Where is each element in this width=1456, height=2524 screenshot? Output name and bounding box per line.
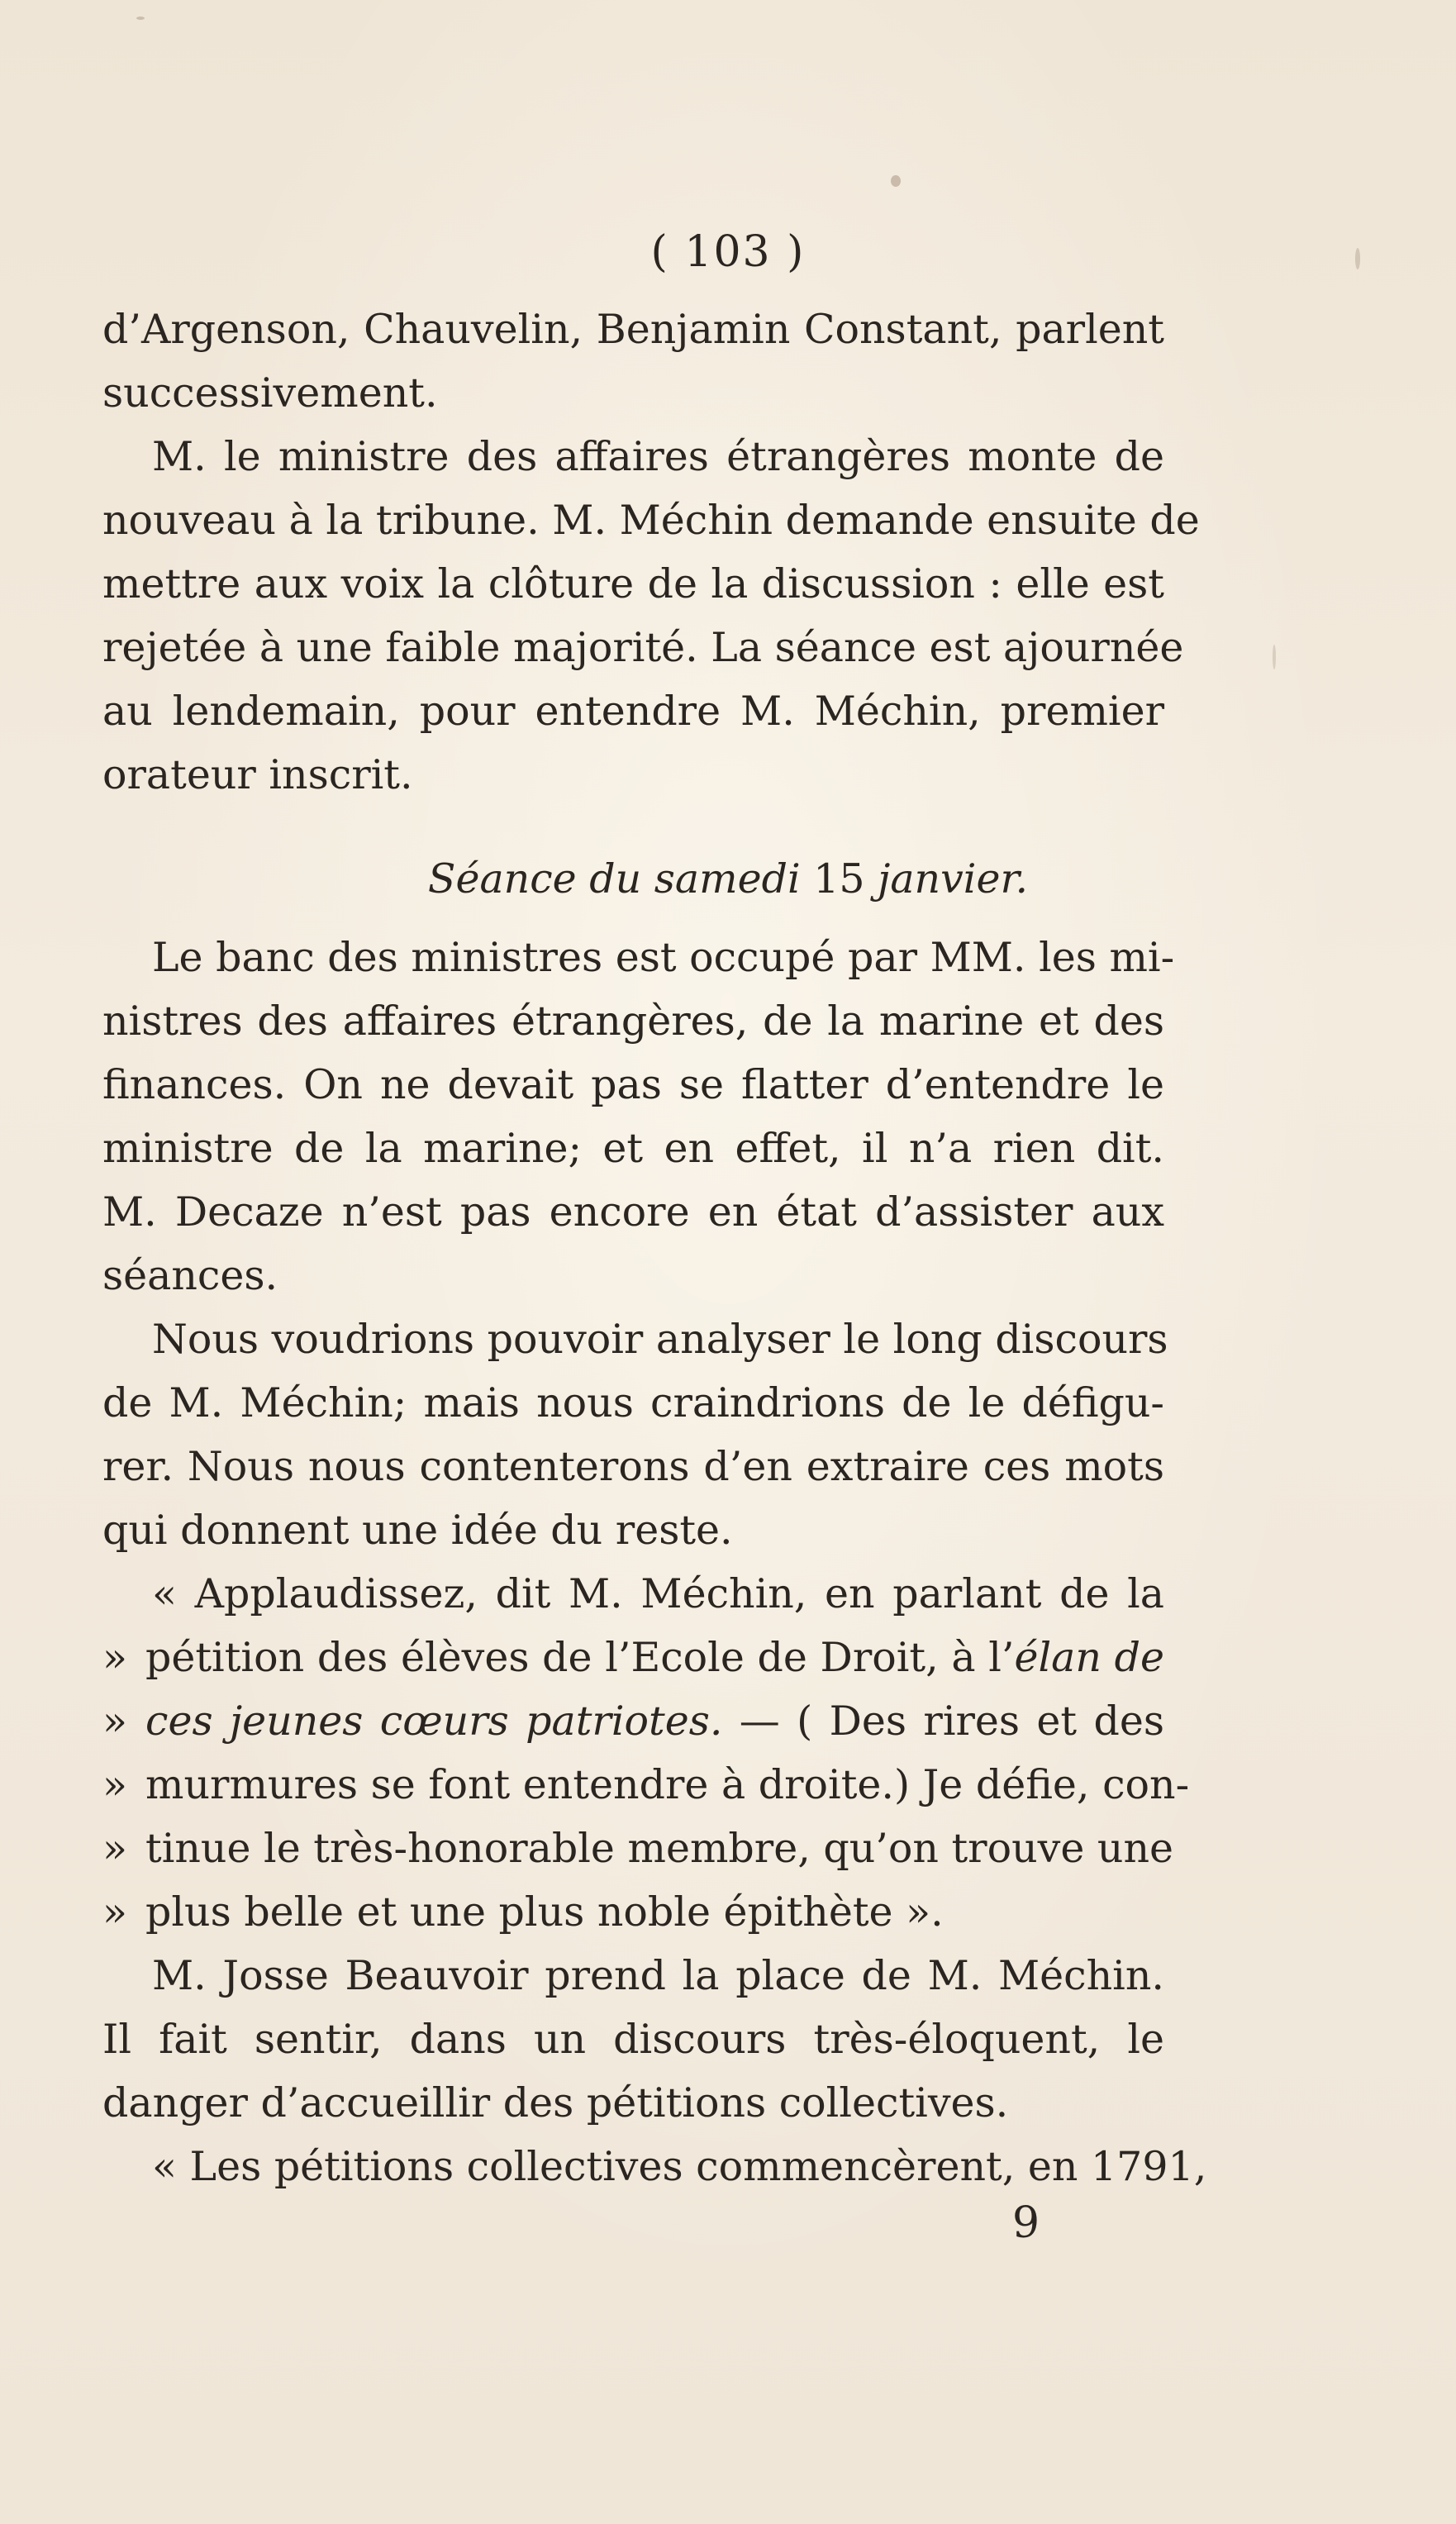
paper-stain	[136, 17, 145, 20]
quote-mark: »	[102, 1698, 127, 1745]
text-line: finances. On ne devait pas se flatter d’entendre le	[102, 1061, 1164, 1108]
text-line: Le banc des ministres est occupé par MM. les mi-	[152, 934, 1175, 981]
paper-stain	[1273, 645, 1276, 669]
quote-line	[102, 1817, 1174, 1880]
quote-line	[102, 1753, 1190, 1817]
quote-line	[102, 1689, 1164, 1753]
quote-mark: »	[102, 1634, 127, 1681]
quote-text: tinue le très-honorable membre, qu’on trouve une	[145, 1825, 1174, 1872]
text-line: séances.	[102, 1252, 278, 1299]
quote-text: pétition des élèves de l’Ecole de Droit, à l’	[145, 1634, 1015, 1681]
quote-line	[102, 1880, 1164, 1944]
text-block-lower	[102, 926, 1207, 2198]
text-line: danger d’accueillir des pétitions collectives.	[102, 2079, 1009, 2126]
text-block-upper	[102, 298, 1200, 807]
text-line: « Les pétitions collectives commencèrent, en 1791,	[152, 2143, 1207, 2190]
quote-mark: »	[102, 1761, 127, 1808]
paper-stain	[891, 175, 901, 187]
text-line: nouveau à la tribune. M. Méchin demande ensuite de	[102, 497, 1200, 544]
quote-italic-text: ces jeunes cœurs patriotes.	[145, 1698, 723, 1745]
quote-text: plus belle et une plus noble épithète ».	[145, 1888, 944, 1936]
text-line: orateur inscrit.	[102, 751, 413, 798]
text-line: au lendemain, pour entendre M. Méchin, premier	[102, 688, 1164, 735]
text-line: rer. Nous nous contenterons d’en extraire ces mots	[102, 1443, 1164, 1490]
signature-mark: 9	[1012, 2198, 1040, 2248]
text-line: de M. Méchin; mais nous craindrions de le défigu-	[102, 1379, 1164, 1426]
page-number-header: ( 103 )	[650, 227, 806, 277]
text-line: successivement.	[102, 369, 438, 417]
text-line: nistres des affaires étrangères, de la marine et des	[102, 998, 1164, 1045]
text-line: mettre aux voix la clôture de la discussion : elle est	[102, 560, 1164, 607]
heading-date-number: 15	[813, 855, 865, 902]
quote-mark: »	[102, 1825, 127, 1872]
heading-month: janvier.	[878, 855, 1029, 902]
heading-text: Séance du samedi	[427, 855, 801, 902]
quote-line: « Applaudissez, dit M. Méchin, en parlant de la	[152, 1570, 1164, 1617]
quote-italic-text: élan de	[1014, 1634, 1164, 1681]
quote-text: murmures se font entendre à droite.) Je défie, con-	[145, 1761, 1190, 1808]
text-line: rejetée à une faible majorité. La séance est ajournée	[102, 624, 1184, 671]
text-line: Il fait sentir, dans un discours très-éloquent, le	[102, 2016, 1164, 2063]
text-line: M. Josse Beauvoir prend la place de M. Méchin.	[152, 1952, 1164, 1999]
text-line: Nous voudrions pouvoir analyser le long discours	[152, 1316, 1168, 1363]
quote-line	[102, 1626, 1164, 1689]
text-line: d’Argenson, Chauvelin, Benjamin Constant, parlent	[102, 306, 1164, 353]
text-line: M. le ministre des affaires étrangères monte de	[152, 433, 1164, 480]
quote-text: — ( Des rires et des	[722, 1698, 1164, 1745]
text-line: qui donnent une idée du reste.	[102, 1507, 733, 1554]
section-heading	[0, 855, 1456, 902]
quote-mark: »	[102, 1888, 127, 1936]
text-line: ministre de la marine; et en effet, il n’a rien dit.	[102, 1125, 1164, 1172]
text-line: M. Decaze n’est pas encore en état d’assister aux	[102, 1188, 1164, 1236]
